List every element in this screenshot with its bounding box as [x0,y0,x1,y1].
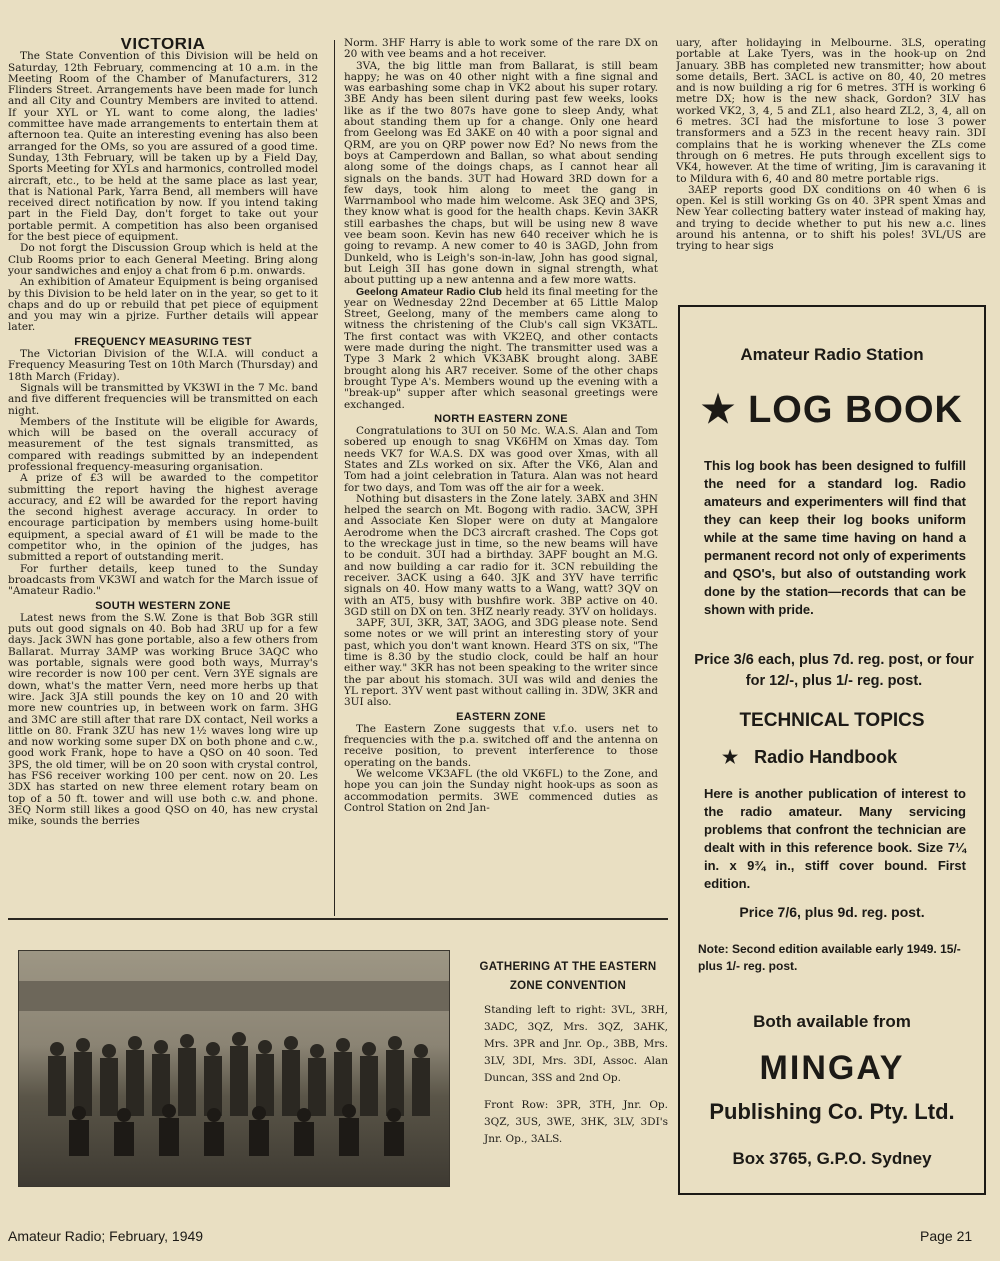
group-photograph [18,950,450,1187]
paragraph: Norm. 3HF Harry is able to work some of the rare DX on 20 with vee beams and a hot receiver. [344,38,658,61]
photo-caption [468,958,668,1148]
ad-handbook-price: Price 7/6, plus 9d. reg. post. [739,904,925,920]
ad-headline-text: LOG BOOK [748,389,963,431]
ad-radio-handbook [722,747,897,768]
paragraph: The Eastern Zone suggests that v.f.o. users net to frequencies with the p.a. switched off and the antenna on receive position, to prevent interference to those operating on the bands. [344,722,658,769]
ad-technical-topics: TECHNICAL TOPICS [739,710,925,731]
paragraph: Members of the Institute will be eligible for Awards, which will be based on the overall accuracy of measurement of the test signals transmitted, as compared with readings submitted by an independent professional frequency-measuring organisation. [8,415,318,473]
column-3 [676,38,986,298]
paragraph: held its final meeting for the year on Wednesday 22nd December at 65 Little Malop Street, Geelong, many of the members came along to witness the christening of the Club's call sign VK3ATL. The first contact was with VK2EQ, and other contacts were made during the night. The transmitter used was a Type 3 Mark 2 which VK3ABK brought along. 3ABE brought along his AR7 receiver. Some of the other chaps brought Type A's. Members wound up the evening with a "break-up" supper after which seasonal greetings were exchanged. [344,285,658,411]
paragraph: 3APF, 3UI, 3KR, 3AT, 3AOG, and 3DG please note. Send some notes or we will print an interesting story of your past, which you don't want known. Heard 3TS on six, "The time is 8.30 by the studio clock, could be half an hour either way." 3KR has not been speaking to the writer since the par about his stomach. 3UI was wild and denies the YL report. 3YV went past without calling in. 3DW, 3KR and 3UI also. [344,617,658,709]
paragraph: Congratulations to 3UI on 50 Mc. W.A.S. Alan and Tom sobered up enough to snag VK6HM on Xmas day. Tom needs VK7 for W.A.S. DX was good over Xmas, with all States and ZLs worked on six. After the VK6, Alan and Tom had a joint celebration in Tatura. Alan was not heard for two days, and Tom was off the air for a week. [344,425,658,494]
column-2 [344,38,658,916]
paragraph: Nothing but disasters in the Zone lately. 3ABX and 3HN helped the search on Mt. Bogong with radio. 3ACW, 3PH and Associate Ken Sloper were on duty at Mangalore Aerodrome when the DC3 aircraft crashed. The Cops got to the wreckage just in time, so the new beams will have to be conduit. 3UI had a birthday. 3APF bought an M.G. and now building a car radio for it. 3CN rebuilding the receiver. 3ACK using a 640. 3JK and 3YV have terrific signals on 40. How many watts to a Wang, watt? 3QV on with an AT5, busy with bushfire work. 3BP active on 40. 3GD still on DX on ten. 3HZ nearly ready. 3YV on holidays. [344,492,658,618]
star-icon: ★ [722,747,739,767]
paragraph: 3AEP reports good DX conditions on 40 when 6 is open. Kel is still working Gs on 40. 3PR spent Xmas and New Year collecting battery water instead of making hay, and trying to decide whether to put his new a.c. lines around his antenna, or to shift his poles! 3VL/US are trying to hear sigs [676,183,986,253]
caption-standing: Standing left to right: 3VL, 3RH, 3ADC, 3QZ, Mrs. 3QZ, 3AHK, Mrs. 3PR and Jnr. Op., 3BB, Mrs. 3LV, 3DI, Mrs. 3DI, Assoc. Alan Duncan, 3SS and 2nd Op. [484,1004,668,1084]
paragraph: The Victorian Division of the W.I.A. will conduct a Frequency Measuring Test on 10th March (Thursday) and 18th March (Friday). [8,348,318,383]
caption-title: GATHERING AT THE EASTERN ZONE CONVENTION [479,961,657,992]
paragraph: An exhibition of Amateur Equipment is being organised by this Division to be held later on in the year, so get to it chaps and do up or rebuild that pet piece of equipment and you may win a pjrize. Further details will appear later. [8,276,318,334]
star-icon: ★ [701,389,737,431]
ad-address: Box 3765, G.P.O. Sydney [732,1149,932,1168]
geelong-club-lead: Geelong Amateur Radio Club [356,285,502,298]
footer-page-number: Page 21 [920,1228,973,1244]
section-title-victoria: VICTORIA [120,38,206,53]
ad-kicker: Amateur Radio Station [740,345,924,364]
paragraph: A prize of £3 will be awarded to the competitor submitting the report having the highest average accuracy, and £2 will be awarded for the report having the second highest average accuracy. In order to encourage participation by members using home-built equipment, a special award of £1 will be made to the competitor who, in the opinion of the judges, has submitted a report of outstanding merit. [8,472,318,564]
column-1 [8,38,318,916]
photo-roofline [19,981,449,1011]
ad-handbook-description: Here is another publication of interest to the radio amateur. Many servicing problems that confront the technician are dealt with in this reference book. Size 7¼ in. x 9¾ in., stiff cover bound. First edition. [704,786,966,891]
ad-note: Note: Second edition available early 1949. 15/- plus 1/- reg. post. [698,942,961,973]
paragraph: Do not forgt the Discussion Group which is held at the Club Rooms prior to each General Meeting. Bring along your sandwiches and enjoy a chat from 6 p.m. onwards. [8,242,318,277]
paragraph: We welcome VK3AFL (the old VK6FL) to the Zone, and hope you can join the Sunday night hook-ups as soon as accommodation permits. 3WE commenced duties as Control Station on 2nd Jan- [344,768,658,814]
ad-both-available: Both available from [753,1012,911,1031]
caption-front-row: Front Row: 3PR, 3TH, Jnr. Op. 3QZ, 3US, 3WE, 3HK, 3LV, 3DI's Jnr. Op., 3ALS. [484,1099,668,1145]
paragraph: 3VA, the big little man from Ballarat, is still beam happy; he was on 40 other night with a fine signal and was earbashing some chap in VK2 about his super rotary. 3BE Andy has been silent during past few weeks, looks like as if the two 807s have gone to sleep Andy, what about standing them up for a change. Only one heard from Geelong was Ed 3AKE on 40 with a poor signal and QRM, are you on QRP power now Ed? No news from the boys at Camperdown and Ballan, so what about sending along some of the doings chaps, as I cannot hear all signals on the bands. 3UT had Howard 3RD down for a few days, took him along to meet the gang in Warrnambool who made him welcome. Ask 3EQ and 3PS, they know what is good for the health chaps. Kevin 3AKR still earbashes the chaps, but will be using new 8 wave vee beam soon. Kevin has new 640 receiver which he is going to revamp. A new comer to 40 is 3AGD, John from Dunkeld, who is Leigh's son-in-law, John has good signal, but Leigh 3II has gone down in signal strength, what about putting up a new antenna and a few more watts. [344,59,658,287]
ad-description: This log book has been designed to fulfill the need for a standard log. Radio amateurs and experimenters will find that they can keep their log books uniform while at the same time having on hand a permanent record not only of experiments and QSO's, but also of outstanding work done by the station—records that can be shown with pride. [704,458,966,617]
paragraph: Signals will be transmitted by VK3WI in the 7 Mc. band and five different frequencies will be transmitted on each night. [8,381,318,417]
log-book-advertisement [678,305,986,1195]
footer-publication: Amateur Radio; February, 1949 [8,1228,204,1244]
paragraph: For further details, keep tuned to the Sunday broadcasts from VK3WI and watch for the March issue of "Amateur Radio." [8,562,318,598]
heading-eastern-zone: EASTERN ZONE [456,710,546,723]
column-rule [334,40,335,916]
paragraph: The State Convention of this Division will be held on Saturday, 12th February, commencing at 10 a.m. in the Meeting Room of the Chamber of Manufacturers, 312 Flinders Street. Arrangements have been made for lunch and all City and Country Members are invited to attend. If your XYL or YL want to come along, the ladies' committee have made arrangements to entertain them at afternoon tea. Quite an interesting evening has also been arranged for the OMs, so you are assured of a good time. Sunday, 13th February, will be taken up by a Field Day, Sports Meeting for XYLs and harmonics, controlled model aircraft, etc., to be held at the same place as last year, that is National Park, Yarra Bend, all members will have received direct notification by now. If you intend taking part in the Field Day, don't forget to take out your portable permit. A competition has also been organised for the best piece of equipment. [8,50,318,244]
ad-publisher-company: Publishing Co. Pty. Ltd. [709,1099,955,1124]
ad-headline [680,387,984,432]
heading-north-eastern-zone: NORTH EASTERN ZONE [434,412,568,425]
horizontal-rule [8,918,668,920]
heading-frequency-measuring-test: FREQUENCY MEASURING TEST [74,335,252,348]
heading-south-western-zone: SOUTH WESTERN ZONE [95,599,231,612]
ad-radio-handbook-text: Radio Handbook [754,747,898,767]
paragraph: uary, after holidaying in Melbourne. 3LS, operating portable at Lake Tyers, was in the hook-up on 2nd January. 3BB has completed new transmitter; how about some details, Bert. 3ACL is active on 80, 40, 20 metres and is now building a rig for 6 metres. 3TH is working 6 metre DX; how is the new shack, Gordon? 3LV has worked VK2, 3, 4, 5 and ZL1, also heard ZL2, 3, 4, all on 6 metres. 3CI had the misfortune to lose 3 power transformers and a 5Z3 in the recent heavy rain. 3DI complains that he is working whenever the ZLs come through on 6 metres. He puts through excellent sigs to VK4, however. At the time of writing, Jim is caravaning it to Mildura with 6, 40 and 80 metre portable rigs. [676,38,986,185]
ad-publisher-name: MINGAY [759,1049,905,1087]
ad-price: Price 3/6 each, plus 7d. reg. post, or four for 12/-, plus 1/- reg. post. [694,652,974,689]
paragraph: Latest news from the S.W. Zone is that Bob 3GR still puts out good signals on 40. Bob had 3RU up for a few days. Jack 3WN has gone portable, also a few others from Ballarat. Murray 3AMP was working Bruce 3AQC who was portable, signals were good both ways, Murray's wire recorder is now 100 per cent. Vern 3YE signals are down, what's the matter Vern, need more herbs up that wire. Jack 3JA still pounds the key on 10 and 20 with more new countries up, in between work on farm. 3HG and 3MC are still after that rare DX contact, Neil works a little on 80. Frank 3ZU has new 1½ waves long wire up and now working some super DX on both phone and c.w., good work Frank, hope to have a QSO on 40 soon. Ted 3PS, the old timer, will be on 20 soon with crystal control, has FS6 receiver working 100 per cent. now on 20. Les 3DX has started on new three element rotary beam on top of a 50 ft. tower and will use both c.w. and phone. 3EQ Norm still likes a good QSO on 40, has new crystal mike, sounds the berries [8,611,318,828]
photo-crowd [39,1021,439,1171]
